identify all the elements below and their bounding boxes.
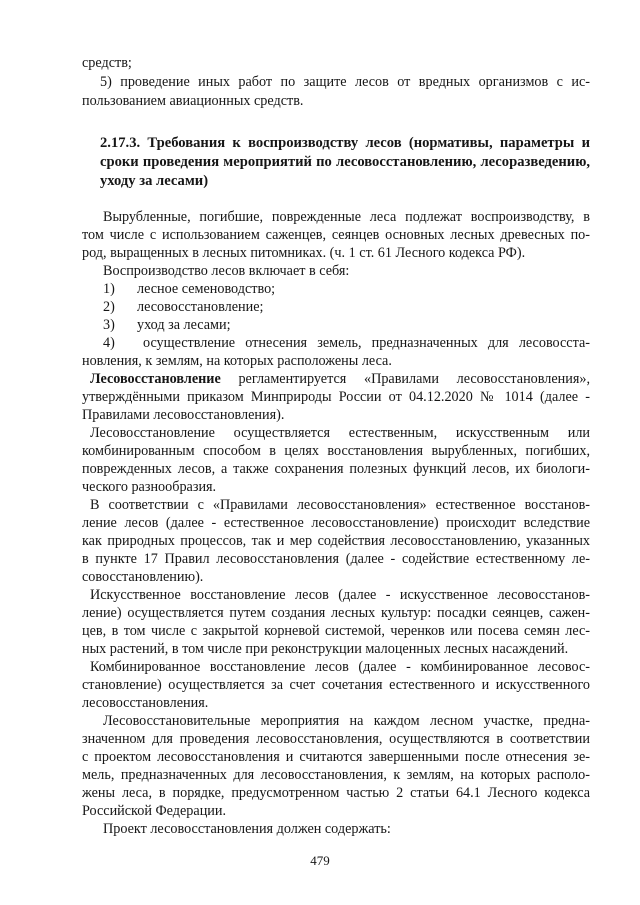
paragraph-line: Вырубленные, погибшие, поврежденные леса подлежат воспроизводству, в (103, 209, 590, 225)
list-number: 3) (103, 317, 115, 333)
list-number: 4) (103, 335, 115, 351)
paragraph-line: с проектом лесовосстановления и считаются завершенными после отнесения зе- (82, 749, 590, 765)
text-line: средств; (82, 55, 132, 71)
list-item-continuation: новления, к землям, на которых расположены леса. (82, 353, 392, 369)
text-line: пользованием авиационных средств. (82, 93, 304, 109)
list-item (103, 280, 275, 299)
section-heading-line: уходу за лесами) (100, 173, 209, 189)
paragraph-line: поврежденных лесов, а также сохранения полезных функций лесов, их биологи- (82, 461, 590, 477)
bold-term: Лесовосстановление (90, 371, 221, 387)
paragraph-line: становление) осуществляется за счет сочетания естественного и искусственного (82, 677, 590, 693)
paragraph-line: цев, в том числе с закрытой корневой системой, черенков или посева семян лес- (82, 623, 590, 639)
paragraph-line: ление лесов (далее - естественное лесовосстановление) происходит вследствие (82, 515, 590, 531)
paragraph-line: Комбинированное восстановление лесов (далее - комбинированное лесовос- (90, 659, 590, 675)
section-heading-line: 2.17.3. Требования к воспроизводству лесов (нормативы, параметры и (100, 135, 590, 151)
paragraph-line: Лесовосстановление осуществляется естественным, искусственным или (90, 425, 590, 441)
paragraph-line: род, выращенных в лесных питомниках. (ч. 1 ст. 61 Лесного кодекса РФ). (82, 245, 526, 261)
list-number: 1) (103, 281, 115, 297)
paragraph-line: ление) осуществляется путем создания лесных культур: посадки сеянцев, сажен- (82, 605, 590, 621)
paragraph-line: как природных процессов, так и мер содействия лесовосстановлению, указанных (82, 533, 590, 549)
paragraph-line: Воспроизводство лесов включает в себя: (103, 263, 350, 279)
paragraph-line: значенном для проведения лесовосстановления, осуществляются в соответствии (82, 731, 590, 747)
paragraph-text: регламентируется «Правилами лесовосстановления», (220, 371, 590, 387)
paragraph-line: мель, предназначенных для лесовосстановления, к землям, на которых располо- (82, 767, 590, 783)
paragraph-line: Правилами лесовосстановления). (82, 407, 285, 423)
paragraph-line: том числе с использованием саженцев, сеянцев основных лесных древесных по- (82, 227, 590, 243)
paragraph-line: Проект лесовосстановления должен содержать: (103, 821, 391, 837)
paragraph-line: ных растений, в том числе при реконструкции малоценных лесных насаждений. (82, 641, 569, 657)
paragraph-line: жены леса, в порядке, предусмотренном частью 2 статьи 64.1 Лесного кодекса (82, 785, 590, 801)
paragraph-line: ческого разнообразия. (82, 479, 217, 495)
page-number: 479 (310, 853, 330, 868)
paragraph-line: В соответствии с «Правилами лесовосстановления» естественное восстанов- (90, 497, 590, 513)
list-item (103, 334, 590, 353)
list-item (103, 298, 263, 317)
paragraph-line (90, 370, 590, 389)
list-item (103, 316, 231, 335)
paragraph-line: совосстановлению). (82, 569, 204, 585)
list-number: 2) (103, 299, 115, 315)
paragraph-line: лесовосстановления. (82, 695, 209, 711)
list-text: лесное семеноводство; (137, 281, 276, 297)
paragraph-line: утверждёнными приказом Минприроды России от 04.12.2020 № 1014 (далее - (82, 389, 590, 405)
paragraph-line: Лесовосстановительные мероприятия на каждом лесном участке, предна- (103, 713, 590, 729)
section-heading-line: сроки проведения мероприятий по лесовосстановлению, лесоразведению, (100, 154, 590, 170)
paragraph-line: Искусственное восстановление лесов (далее - искусственное лесовосстанов- (90, 587, 590, 603)
paragraph-line: Российской Федерации. (82, 803, 227, 819)
paragraph-line: комбинированным способом в целях восстановления вырубленных, погибших, (82, 443, 590, 459)
paragraph-line: в пункте 17 Правил лесовосстановления (далее - содействие естественному ле- (82, 551, 590, 567)
list-text: уход за лесами; (137, 317, 231, 333)
text-line: 5) проведение иных работ по защите лесов от вредных организмов с ис- (100, 74, 590, 90)
list-text: осуществление отнесения земель, предназначенных для лесовосста- (143, 335, 590, 351)
list-text: лесовосстановление; (137, 299, 264, 315)
